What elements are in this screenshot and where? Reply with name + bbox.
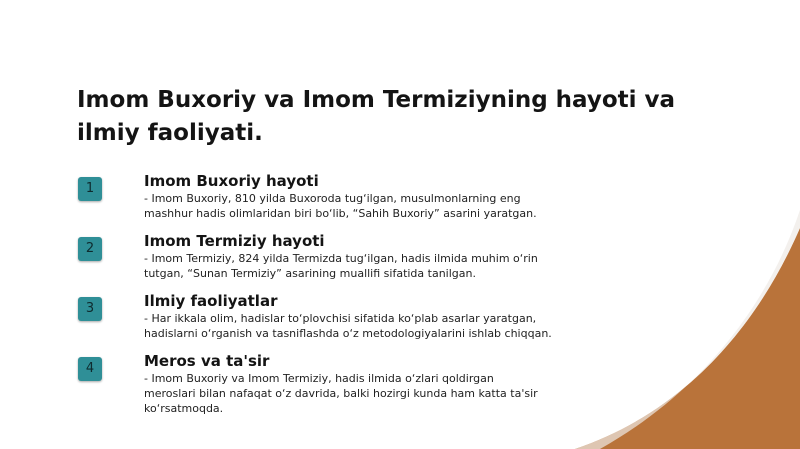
- item-title: Meros va ta'sir: [144, 352, 270, 370]
- item-title: Imom Buxoriy hayoti: [144, 172, 319, 190]
- item-description: - Imom Buxoriy, 810 yilda Buxoroda tug‘ilgan, musulmonlarning eng mashhur hadis olimlaridan biri bo‘lib, “Sahih Buxoriy” asarini yaratgan.: [144, 192, 537, 220]
- item-description: - Imom Termiziy, 824 yilda Termizda tug‘ilgan, hadis ilmida muhim o‘rin tutgan, “Sunan Termiziy” asarining muallifi sifatida tanilgan.: [144, 252, 538, 280]
- number-badge: 3: [78, 297, 102, 321]
- page-title: Imom Buxoriy va Imom Termiziyning hayoti va ilmiy faoliyati.: [77, 87, 676, 146]
- item-title: Ilmiy faoliyatlar: [144, 292, 278, 310]
- item-description: - Imom Buxoriy va Imom Termiziy, hadis ilmida o‘zlari qoldirgan meroslari bilan nafaqat o‘z davrida, balki hozirgi kunda ham katta ta'sir ko‘rsatmoqda.: [144, 372, 538, 415]
- number-badge: 1: [78, 177, 102, 201]
- item-description: - Har ikkala olim, hadislar to‘plovchisi sifatida ko‘plab asarlar yaratgan, hadislarni o‘rganish va tasniflashda o‘z metodologiyalarini ishlab chiqqan.: [144, 312, 552, 340]
- item-title: Imom Termiziy hayoti: [144, 232, 325, 250]
- number-badge: 2: [78, 237, 102, 261]
- number-badge: 4: [78, 357, 102, 381]
